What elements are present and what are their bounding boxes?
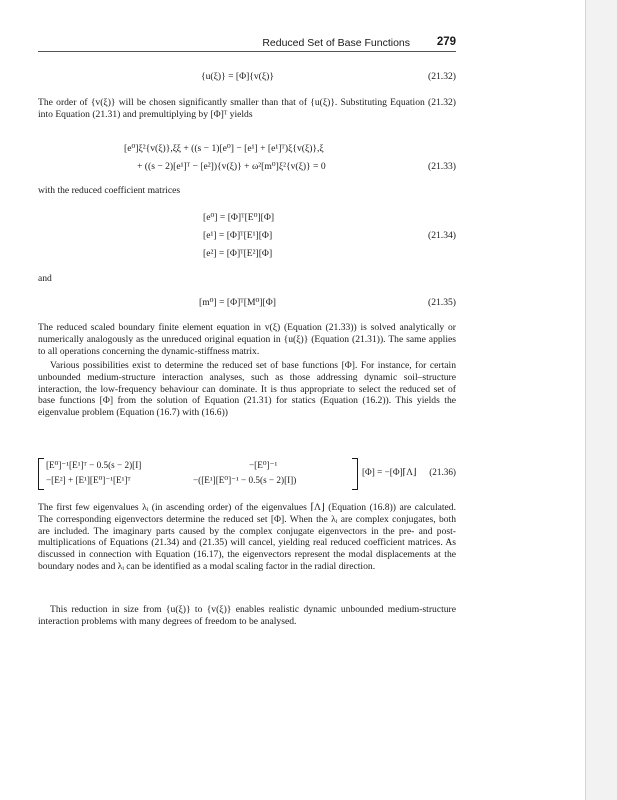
equation-21-33-line-2 [38, 160, 456, 173]
paragraph-possibilities: Various possibilities exist to determine the reduced set of base functions [Φ]. For instance, for certain unbounded medium-structure interaction analyses, such as those addressing dynamic soil–structure interaction, the low-frequency behaviour can dominate. It is thus appropriate to select the reduced set of base functions [Φ] from the solution of Equation (21.31) for statics (Equation (16.2)). This yields the eigenvalue problem (Equation (16.7) with (16.6)) [38, 360, 456, 419]
equation-21-32 [38, 70, 456, 83]
matrix-row2-col2: −([E¹][E⁰]⁻¹ − 0.5(s − 2)[I]) [193, 475, 297, 485]
equation-21-36 [38, 458, 456, 490]
equation-21-34-line-3-math: [e²] = [Φ]ᵀ[E²][Φ] [203, 248, 273, 259]
equation-21-34-line-3 [38, 247, 456, 260]
matrix-row1-col1: [E⁰]⁻¹[E¹]ᵀ − 0.5(s − 2)[I] [46, 460, 142, 470]
matrix-row1-col2: −[E⁰]⁻¹ [249, 460, 278, 470]
equation-21-33-line-1 [38, 142, 456, 155]
matrix-right-bracket [352, 458, 358, 490]
equation-21-32-math: {u(ξ)} = [Φ]{v(ξ)} [201, 71, 274, 82]
paragraph-eigenvalues: The first few eigenvalues λᵢ (in ascending order) of the eigenvalues ⌈Λ⌋ (Equation (16.8)) are calculated. The corresponding eigenvectors determine the reduced set [Φ]. When the λᵢ are complex conjugates, both are included. The imaginary parts caused by the complex conjugate eigenvectors in the pre- and post-multiplications of Equations (21.34) and (21.35) will cancel, yielding real reduced coefficient matrices. As discussed in connection with Equation (16.17), the eigenvectors represent the modal displacements at the boundary nodes and λᵢ can be identified as a modal scaling factor in the radial direction. [38, 502, 456, 572]
paragraph-order: The order of {v(ξ)} will be chosen significantly smaller than that of {u(ξ)}. Substituting Equation (21.32) into Equation (21.31) and premultiplying by [Φ]ᵀ yields [38, 97, 456, 120]
matrix-rhs: [Φ] = −[Φ]⌈Λ⌋ [362, 467, 417, 477]
equation-21-33-number: (21.33) [428, 161, 456, 172]
running-header [38, 38, 456, 52]
page-edge [585, 0, 617, 800]
paragraph-coefficient-intro: with the reduced coefficient matrices [38, 185, 181, 196]
equation-21-35-number: (21.35) [428, 297, 456, 308]
equation-21-34-line-1-math: [e⁰] = [Φ]ᵀ[E⁰][Φ] [203, 212, 275, 223]
equation-21-34-line-2-math: [e¹] = [Φ]ᵀ[E¹][Φ] [203, 230, 273, 241]
equation-21-34-line-2 [38, 229, 456, 242]
paragraph-reduced-equation: The reduced scaled boundary finite element equation in v(ξ) (Equation (21.33)) is solved analytically or numerically analogously as the unreduced original equation in {u(ξ)} (Equation (21.31)). The same applies to all operations concerning the dynamic-stiffness matrix. [38, 322, 456, 357]
equation-21-32-number: (21.32) [428, 71, 456, 82]
page-number: 279 [436, 36, 456, 48]
equation-21-35 [38, 296, 456, 309]
matrix-left-bracket [38, 458, 44, 490]
paragraph-and: and [38, 273, 52, 284]
header-title: Reduced Set of Base Functions [262, 37, 410, 49]
equation-21-34-line-1 [38, 211, 456, 224]
equation-21-35-math: [m⁰] = [Φ]ᵀ[M⁰][Φ] [199, 297, 276, 308]
paragraph-reduction: This reduction in size from {u(ξ)} to {v(ξ)} enables realistic dynamic unbounded medium-structure interaction problems with many degrees of freedom to be analysed. [38, 604, 456, 627]
equation-21-34-number: (21.34) [428, 230, 456, 241]
equation-21-33-line-2-math: + ((s − 2)[e¹]ᵀ − [e²]){v(ξ)} + ω²[m⁰]ξ²{v(ξ)} = 0 [137, 161, 326, 172]
equation-21-33-line-1-math: [e⁰]ξ²{v(ξ)},ξξ + ((s − 1)[e⁰] − [e¹] + [e¹]ᵀ)ξ{v(ξ)},ξ [124, 143, 324, 154]
equation-21-36-number: (21.36) [429, 467, 456, 477]
matrix-row2-col1: −[E²] + [E¹][E⁰]⁻¹[E¹]ᵀ [46, 475, 131, 485]
